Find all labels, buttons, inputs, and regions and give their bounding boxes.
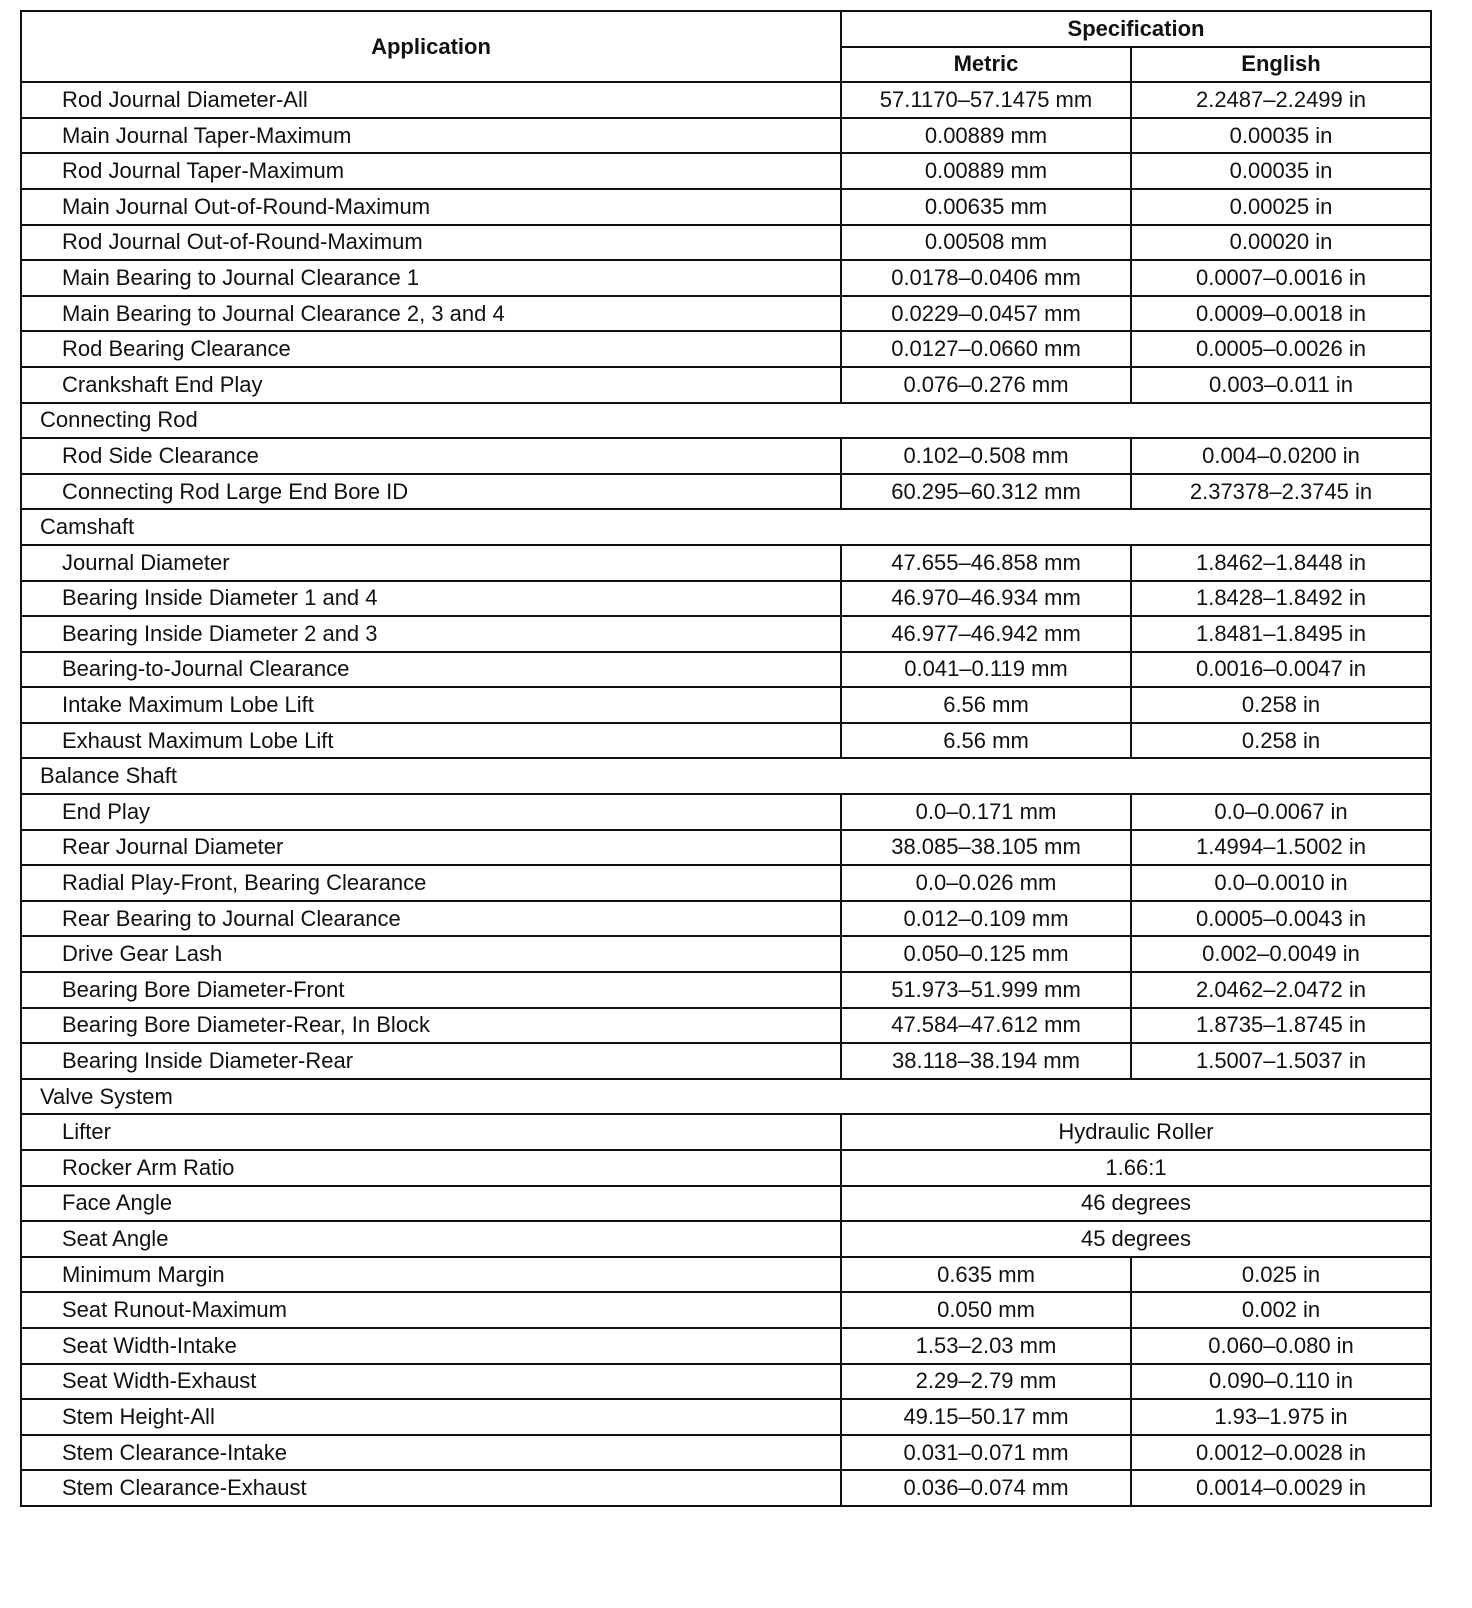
table-row bbox=[21, 1292, 1431, 1328]
table-row bbox=[21, 1470, 1431, 1506]
metric-cell: 0.0127–0.0660 mm bbox=[841, 331, 1131, 367]
english-header: English bbox=[1131, 47, 1431, 83]
application-cell: Crankshaft End Play bbox=[21, 367, 841, 403]
section-heading: Camshaft bbox=[21, 509, 1431, 545]
table-row bbox=[21, 545, 1431, 581]
table-row bbox=[21, 901, 1431, 937]
english-cell: 0.00020 in bbox=[1131, 225, 1431, 261]
application-cell: Stem Clearance-Intake bbox=[21, 1435, 841, 1471]
application-cell: Bearing Inside Diameter 1 and 4 bbox=[21, 581, 841, 617]
metric-cell: 0.041–0.119 mm bbox=[841, 652, 1131, 688]
table-row bbox=[21, 1399, 1431, 1435]
table-row bbox=[21, 794, 1431, 830]
metric-header: Metric bbox=[841, 47, 1131, 83]
table-row bbox=[21, 1257, 1431, 1293]
english-cell: 0.025 in bbox=[1131, 1257, 1431, 1293]
table-row bbox=[21, 723, 1431, 759]
english-cell: 2.37378–2.3745 in bbox=[1131, 474, 1431, 510]
table-row bbox=[21, 438, 1431, 474]
metric-cell: 0.012–0.109 mm bbox=[841, 901, 1131, 937]
application-cell: Lifter bbox=[21, 1114, 841, 1150]
metric-cell: 6.56 mm bbox=[841, 723, 1131, 759]
application-cell: Bearing Bore Diameter-Front bbox=[21, 972, 841, 1008]
application-cell: Rear Bearing to Journal Clearance bbox=[21, 901, 841, 937]
specification-cell: 45 degrees bbox=[841, 1221, 1431, 1257]
specification-header: Specification bbox=[841, 11, 1431, 47]
application-cell: Intake Maximum Lobe Lift bbox=[21, 687, 841, 723]
english-cell: 0.0005–0.0026 in bbox=[1131, 331, 1431, 367]
table-row bbox=[21, 581, 1431, 617]
english-cell: 0.0005–0.0043 in bbox=[1131, 901, 1431, 937]
metric-cell: 0.00635 mm bbox=[841, 189, 1131, 225]
application-cell: Rod Journal Out-of-Round-Maximum bbox=[21, 225, 841, 261]
application-cell: Exhaust Maximum Lobe Lift bbox=[21, 723, 841, 759]
table-row bbox=[21, 652, 1431, 688]
header-row-top bbox=[21, 11, 1431, 47]
table-row bbox=[21, 936, 1431, 972]
application-cell: Stem Height-All bbox=[21, 1399, 841, 1435]
table-body bbox=[21, 82, 1431, 1506]
application-cell: Bearing Inside Diameter-Rear bbox=[21, 1043, 841, 1079]
section-heading: Connecting Rod bbox=[21, 403, 1431, 439]
english-cell: 1.5007–1.5037 in bbox=[1131, 1043, 1431, 1079]
table-row bbox=[21, 296, 1431, 332]
application-cell: End Play bbox=[21, 794, 841, 830]
table-header bbox=[21, 11, 1431, 82]
specification-cell: 46 degrees bbox=[841, 1186, 1431, 1222]
english-cell: 1.8481–1.8495 in bbox=[1131, 616, 1431, 652]
english-cell: 1.8735–1.8745 in bbox=[1131, 1008, 1431, 1044]
metric-cell: 0.00889 mm bbox=[841, 118, 1131, 154]
metric-cell: 2.29–2.79 mm bbox=[841, 1364, 1131, 1400]
application-cell: Rocker Arm Ratio bbox=[21, 1150, 841, 1186]
table-row bbox=[21, 865, 1431, 901]
table-row bbox=[21, 225, 1431, 261]
table-row bbox=[21, 1008, 1431, 1044]
section-row bbox=[21, 758, 1431, 794]
table-row bbox=[21, 972, 1431, 1008]
application-cell: Rear Journal Diameter bbox=[21, 830, 841, 866]
english-cell: 0.0009–0.0018 in bbox=[1131, 296, 1431, 332]
table-row bbox=[21, 189, 1431, 225]
metric-cell: 47.584–47.612 mm bbox=[841, 1008, 1131, 1044]
section-row bbox=[21, 1079, 1431, 1115]
application-cell: Rod Bearing Clearance bbox=[21, 331, 841, 367]
application-cell: Face Angle bbox=[21, 1186, 841, 1222]
english-cell: 0.003–0.011 in bbox=[1131, 367, 1431, 403]
application-cell: Journal Diameter bbox=[21, 545, 841, 581]
metric-cell: 60.295–60.312 mm bbox=[841, 474, 1131, 510]
application-cell: Connecting Rod Large End Bore ID bbox=[21, 474, 841, 510]
metric-cell: 0.050 mm bbox=[841, 1292, 1131, 1328]
english-cell: 0.258 in bbox=[1131, 723, 1431, 759]
table-row bbox=[21, 474, 1431, 510]
table-row bbox=[21, 82, 1431, 118]
application-cell: Bearing-to-Journal Clearance bbox=[21, 652, 841, 688]
metric-cell: 0.036–0.074 mm bbox=[841, 1470, 1131, 1506]
application-cell: Radial Play-Front, Bearing Clearance bbox=[21, 865, 841, 901]
application-cell: Seat Angle bbox=[21, 1221, 841, 1257]
english-cell: 1.8462–1.8448 in bbox=[1131, 545, 1431, 581]
specification-table bbox=[20, 10, 1432, 1507]
application-cell: Stem Clearance-Exhaust bbox=[21, 1470, 841, 1506]
table-row bbox=[21, 1364, 1431, 1400]
specification-cell: 1.66:1 bbox=[841, 1150, 1431, 1186]
application-header: Application bbox=[21, 11, 841, 82]
english-cell: 0.002 in bbox=[1131, 1292, 1431, 1328]
application-cell: Main Bearing to Journal Clearance 2, 3 and 4 bbox=[21, 296, 841, 332]
table-row bbox=[21, 1186, 1431, 1222]
english-cell: 0.0–0.0067 in bbox=[1131, 794, 1431, 830]
metric-cell: 46.977–46.942 mm bbox=[841, 616, 1131, 652]
application-cell: Seat Runout-Maximum bbox=[21, 1292, 841, 1328]
table-row bbox=[21, 1328, 1431, 1364]
application-cell: Rod Side Clearance bbox=[21, 438, 841, 474]
table-row bbox=[21, 331, 1431, 367]
application-cell: Main Journal Taper-Maximum bbox=[21, 118, 841, 154]
metric-cell: 0.635 mm bbox=[841, 1257, 1131, 1293]
metric-cell: 51.973–51.999 mm bbox=[841, 972, 1131, 1008]
metric-cell: 49.15–50.17 mm bbox=[841, 1399, 1131, 1435]
english-cell: 0.00025 in bbox=[1131, 189, 1431, 225]
english-cell: 0.0016–0.0047 in bbox=[1131, 652, 1431, 688]
metric-cell: 6.56 mm bbox=[841, 687, 1131, 723]
section-row bbox=[21, 509, 1431, 545]
english-cell: 0.0014–0.0029 in bbox=[1131, 1470, 1431, 1506]
application-cell: Rod Journal Taper-Maximum bbox=[21, 153, 841, 189]
english-cell: 0.00035 in bbox=[1131, 118, 1431, 154]
english-cell: 2.0462–2.0472 in bbox=[1131, 972, 1431, 1008]
english-cell: 0.004–0.0200 in bbox=[1131, 438, 1431, 474]
specification-cell: Hydraulic Roller bbox=[841, 1114, 1431, 1150]
metric-cell: 38.118–38.194 mm bbox=[841, 1043, 1131, 1079]
application-cell: Bearing Bore Diameter-Rear, In Block bbox=[21, 1008, 841, 1044]
english-cell: 0.0007–0.0016 in bbox=[1131, 260, 1431, 296]
application-cell: Bearing Inside Diameter 2 and 3 bbox=[21, 616, 841, 652]
table-row bbox=[21, 1150, 1431, 1186]
table-row bbox=[21, 260, 1431, 296]
metric-cell: 0.0229–0.0457 mm bbox=[841, 296, 1131, 332]
section-heading: Valve System bbox=[21, 1079, 1431, 1115]
english-cell: 0.060–0.080 in bbox=[1131, 1328, 1431, 1364]
application-cell: Seat Width-Intake bbox=[21, 1328, 841, 1364]
english-cell: 2.2487–2.2499 in bbox=[1131, 82, 1431, 118]
english-cell: 0.0012–0.0028 in bbox=[1131, 1435, 1431, 1471]
english-cell: 0.002–0.0049 in bbox=[1131, 936, 1431, 972]
application-cell: Rod Journal Diameter-All bbox=[21, 82, 841, 118]
application-cell: Main Bearing to Journal Clearance 1 bbox=[21, 260, 841, 296]
metric-cell: 0.0–0.171 mm bbox=[841, 794, 1131, 830]
table-row bbox=[21, 153, 1431, 189]
table-row bbox=[21, 1114, 1431, 1150]
metric-cell: 0.102–0.508 mm bbox=[841, 438, 1131, 474]
table-row bbox=[21, 687, 1431, 723]
english-cell: 0.090–0.110 in bbox=[1131, 1364, 1431, 1400]
english-cell: 0.00035 in bbox=[1131, 153, 1431, 189]
english-cell: 1.4994–1.5002 in bbox=[1131, 830, 1431, 866]
application-cell: Drive Gear Lash bbox=[21, 936, 841, 972]
metric-cell: 0.0178–0.0406 mm bbox=[841, 260, 1131, 296]
metric-cell: 57.1170–57.1475 mm bbox=[841, 82, 1131, 118]
english-cell: 1.8428–1.8492 in bbox=[1131, 581, 1431, 617]
application-cell: Main Journal Out-of-Round-Maximum bbox=[21, 189, 841, 225]
metric-cell: 0.031–0.071 mm bbox=[841, 1435, 1131, 1471]
metric-cell: 0.0–0.026 mm bbox=[841, 865, 1131, 901]
metric-cell: 0.050–0.125 mm bbox=[841, 936, 1131, 972]
application-cell: Seat Width-Exhaust bbox=[21, 1364, 841, 1400]
metric-cell: 46.970–46.934 mm bbox=[841, 581, 1131, 617]
metric-cell: 47.655–46.858 mm bbox=[841, 545, 1131, 581]
table-row bbox=[21, 367, 1431, 403]
table-row bbox=[21, 1435, 1431, 1471]
section-heading: Balance Shaft bbox=[21, 758, 1431, 794]
table-row bbox=[21, 830, 1431, 866]
metric-cell: 0.076–0.276 mm bbox=[841, 367, 1131, 403]
metric-cell: 38.085–38.105 mm bbox=[841, 830, 1131, 866]
table-row bbox=[21, 1221, 1431, 1257]
metric-cell: 1.53–2.03 mm bbox=[841, 1328, 1131, 1364]
english-cell: 1.93–1.975 in bbox=[1131, 1399, 1431, 1435]
table-row bbox=[21, 616, 1431, 652]
metric-cell: 0.00889 mm bbox=[841, 153, 1131, 189]
table-row bbox=[21, 1043, 1431, 1079]
english-cell: 0.0–0.0010 in bbox=[1131, 865, 1431, 901]
metric-cell: 0.00508 mm bbox=[841, 225, 1131, 261]
table-row bbox=[21, 118, 1431, 154]
section-row bbox=[21, 403, 1431, 439]
application-cell: Minimum Margin bbox=[21, 1257, 841, 1293]
english-cell: 0.258 in bbox=[1131, 687, 1431, 723]
